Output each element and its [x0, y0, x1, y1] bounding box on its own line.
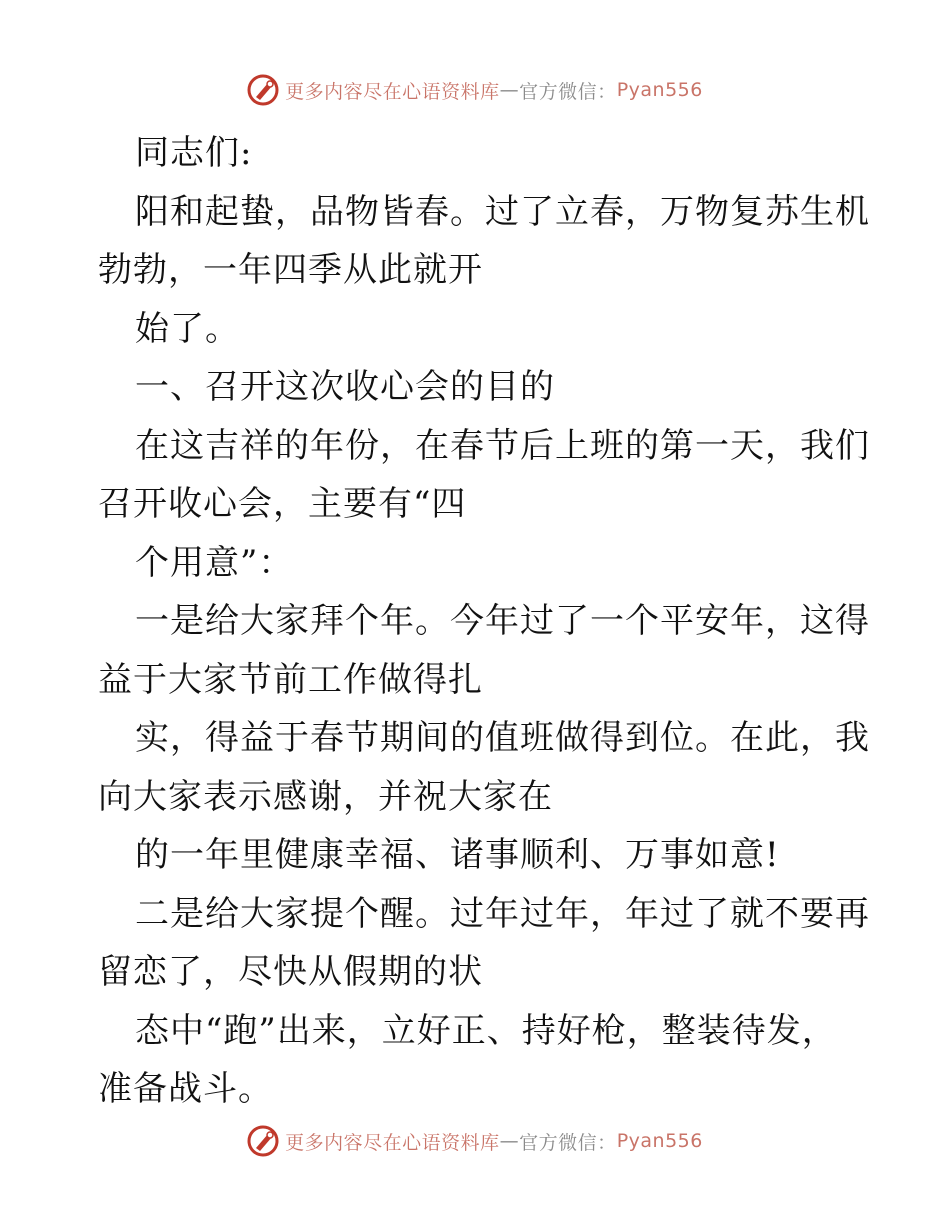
text-line: 的一年里健康幸福、诸事顺利、万事如意!	[135, 835, 780, 875]
watermark-wechat-id: Pyan556	[616, 79, 703, 101]
text-line: 二是给大家提个醒。过年过年，年过了就不要再	[135, 893, 870, 934]
watermark-footer	[0, 1121, 950, 1161]
text-line: 阳和起蛰，品物皆春。过了立春，万物复苏生机	[135, 191, 870, 232]
text-line: 准备战斗。	[98, 1069, 273, 1109]
watermark-site-text: 更多内容尽在心语资料库	[285, 1131, 500, 1154]
watermark-dash: —	[499, 1130, 520, 1152]
text-line: 始了。	[135, 308, 240, 349]
pen-logo-icon	[247, 1125, 279, 1157]
text-line: 一、召开这次收心会的目的	[135, 367, 555, 407]
text-line: 召开收心会，主要有“四	[98, 484, 467, 524]
document-body	[98, 124, 870, 1119]
watermark-dash: —	[499, 79, 520, 101]
pen-logo-icon	[247, 74, 279, 106]
watermark-wechat-label: 官方微信：	[519, 80, 617, 103]
text-line: 在这吉祥的年份，在春节后上班的第一天，我们	[135, 425, 870, 466]
text-line: 一是给大家拜个年。今年过了一个平安年，这得	[135, 601, 870, 641]
text-line: 勃勃，一年四季从此就开	[98, 250, 483, 290]
text-line: 留恋了，尽快从假期的状	[98, 952, 483, 992]
text-line: 益于大家节前工作做得扎	[98, 659, 483, 700]
text-line: 向大家表示感谢，并祝大家在	[98, 776, 553, 817]
text-line: 个用意”：	[135, 542, 294, 583]
text-line: 同志们:	[135, 133, 253, 173]
text-line: 态中“跑”出来，立好正、持好枪，整装待发，	[135, 1010, 837, 1051]
watermark-wechat-id: Pyan556	[616, 1130, 703, 1152]
text-line: 实，得益于春节期间的值班做得到位。在此，我	[135, 718, 870, 758]
watermark-wechat-label: 官方微信：	[519, 1131, 617, 1154]
watermark-header	[0, 70, 950, 110]
watermark-site-text: 更多内容尽在心语资料库	[285, 80, 500, 103]
